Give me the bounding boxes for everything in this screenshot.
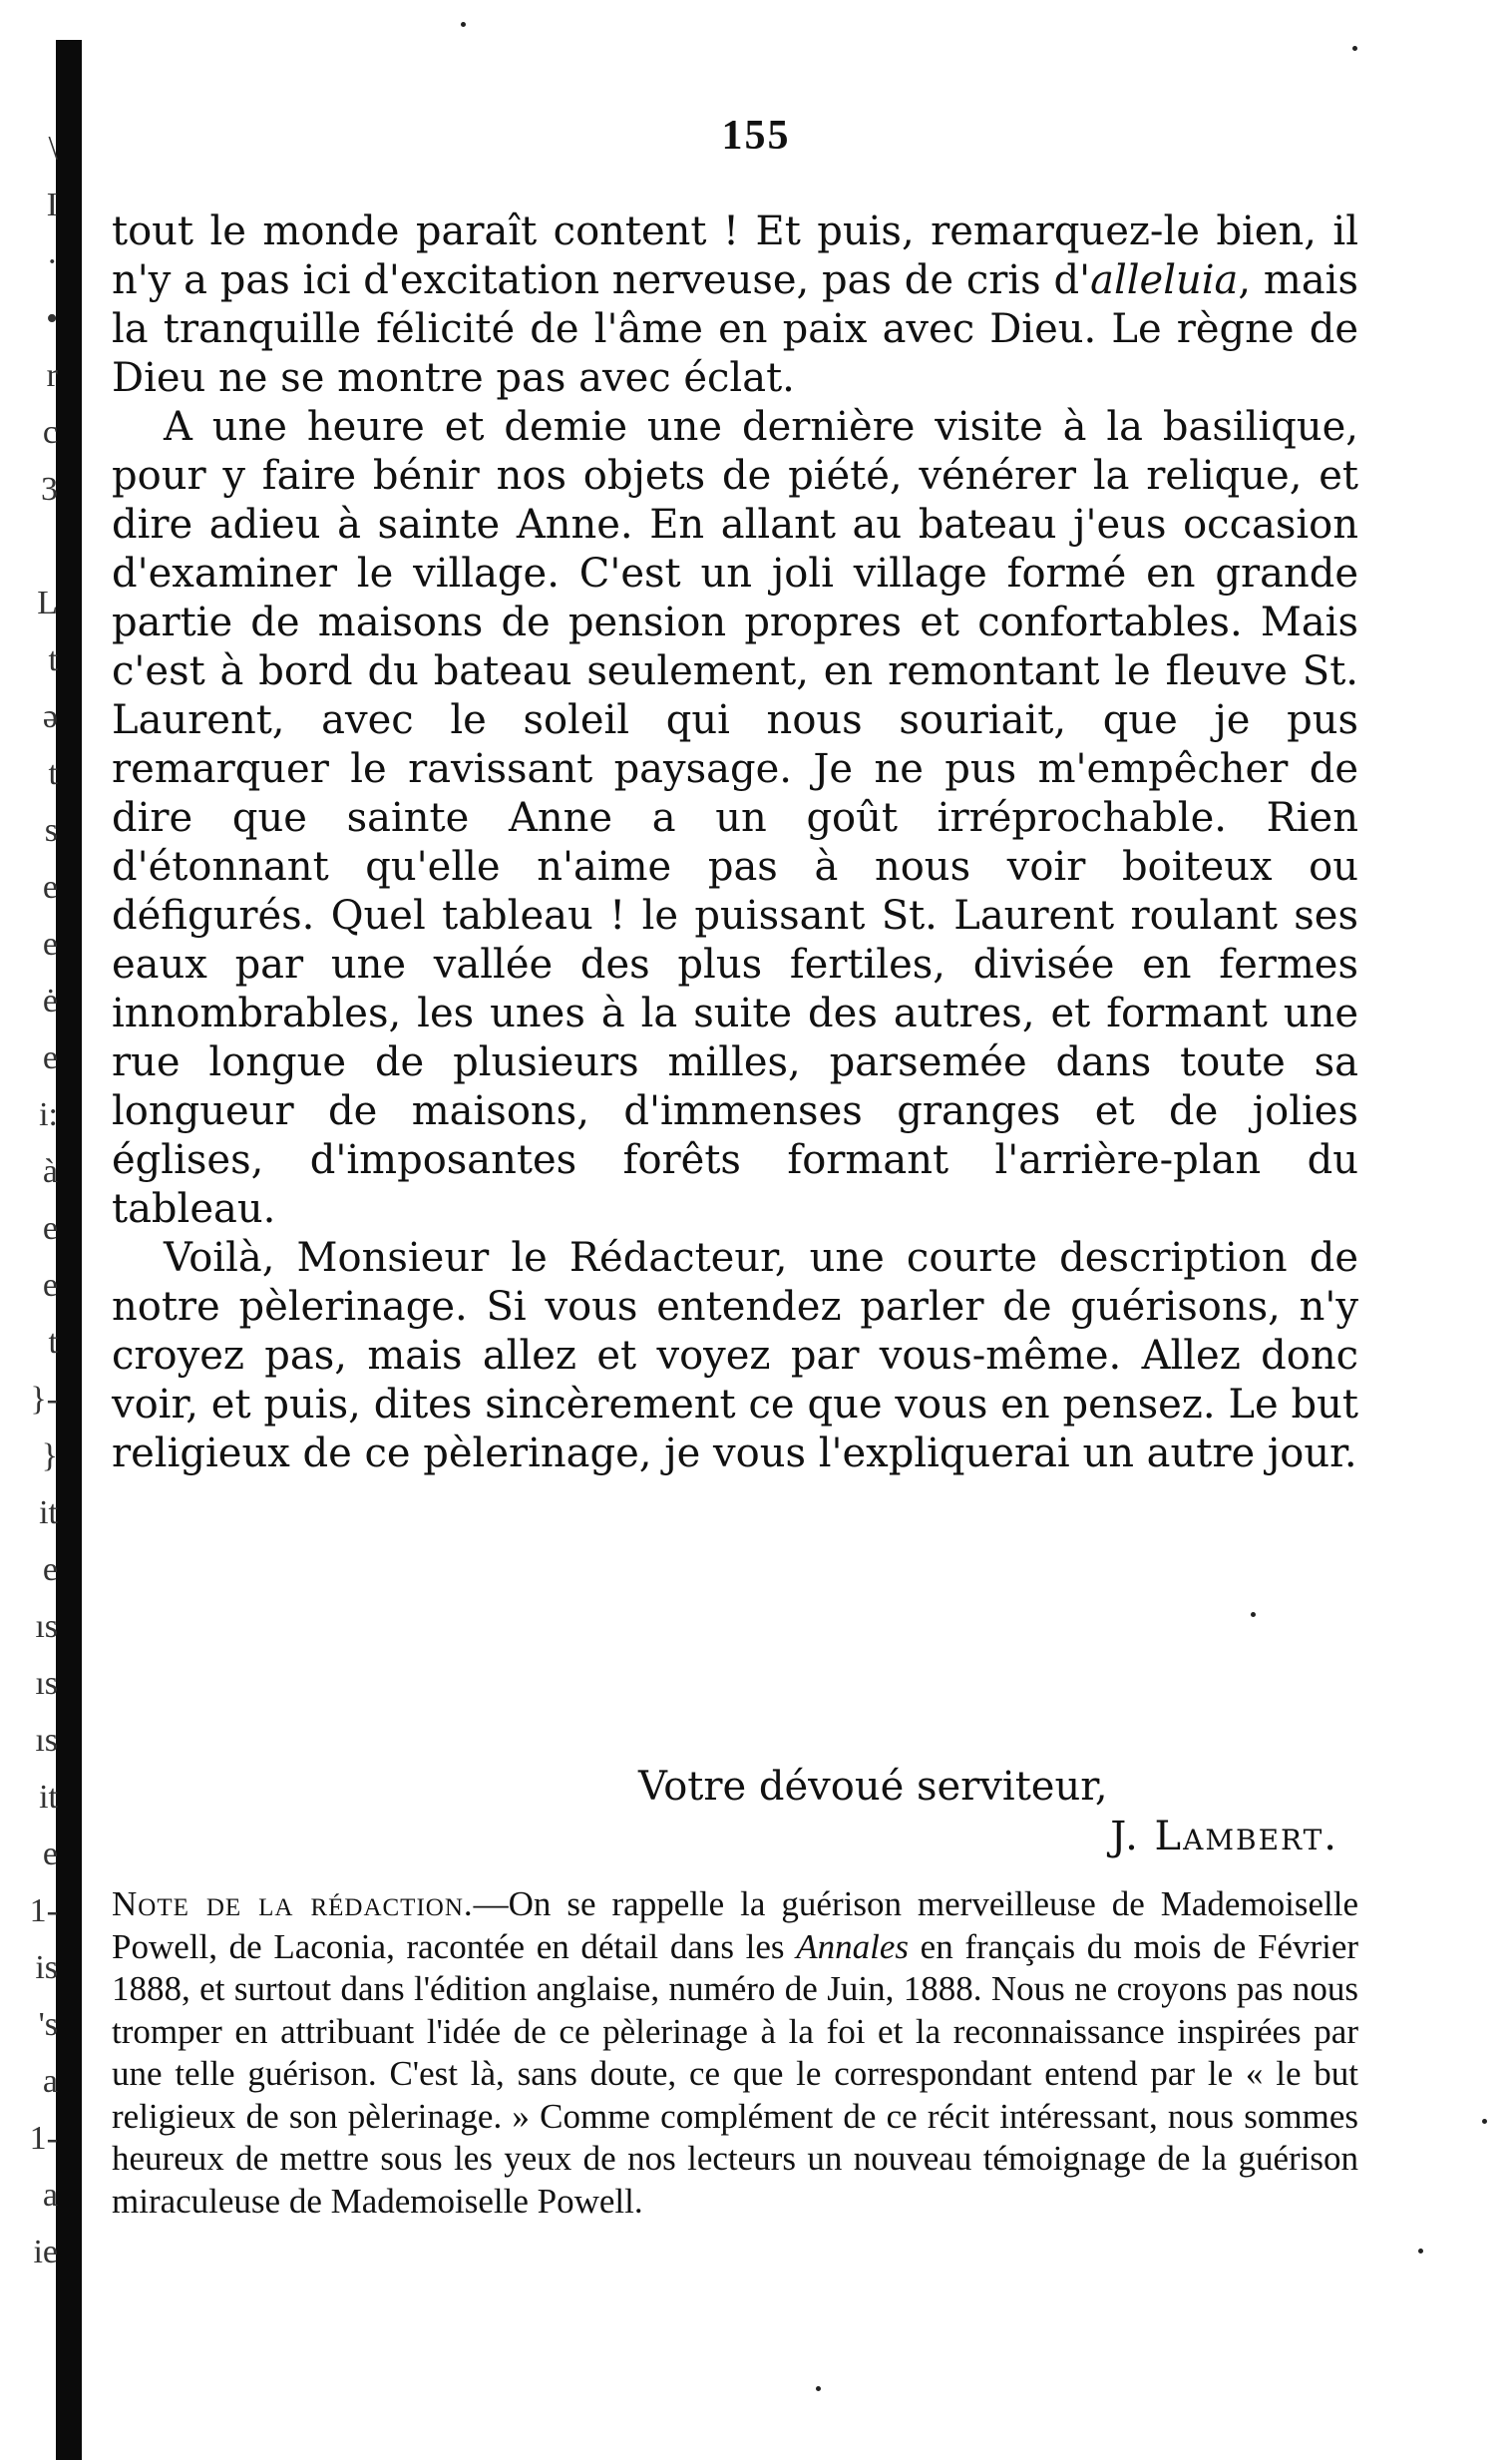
paragraph-3-text: Voilà, Monsieur le Rédacteur, une courte description de notre pèlerinage. Si vous entendez parler de guérisons, n'y croyez pas, mais allez et voyez par vous-même. Allez donc voir, et puis, dites sincèrement ce que vous en pensez. Le but religieux de ce pèlerinage, je vous l'expliquerai un autre jour. [112,1235,1358,1476]
print-speck [461,22,466,27]
editor-note-heading: Note de la rédaction. [112,1884,474,1923]
spine-shadow [56,40,82,2460]
editor-note-italic: Annales [796,1926,909,1966]
gutter-fragment: } [41,1437,58,1474]
gutter-fragment: t [48,641,58,678]
gutter-fragment: it [39,1779,58,1816]
paragraph-1-text-end: , mais la tranquille félicité de l'âme en paix avec Dieu. Le règne de Dieu ne se montre pas avec éclat. [112,257,1359,401]
gutter-fragment: c [42,414,58,451]
gutter-fragment: i: [39,1096,58,1133]
gutter-fragment: · [46,243,58,280]
gutter-fragment: e [42,869,58,906]
gutter-fragment: ie [33,2234,58,2270]
editor-note-text-end: en français du mois de Février 1888, et surtout dans l'édition anglaise, numéro de Juin, 1888. Nous ne croyons pas nous tromper en attribuant l'idée de ce pèlerinage à la foi et la reconnaissance inspirées par une telle guérison. C'est là, sans doute, ce que le correspondant entend par le « le but religieux de son pèlerinage. » Comme complément de ce récit intéressant, nous sommes heureux de mettre sous les yeux de nos lecteurs un nouveau témoignage de la guérison miraculeuse de Mademoiselle Powell. [112,1926,1359,2221]
gutter-fragment: L [37,585,58,621]
gutter-fragment: a [42,2177,58,2214]
gutter-fragment: e [42,1551,58,1588]
binding-gutter [0,0,100,2460]
gutter-fragment: }- [30,1381,58,1418]
paragraph-2 [112,403,1358,1234]
page-number: 155 [721,113,791,159]
gutter-fragment: • [46,300,58,337]
gutter-fragment: t [48,1324,58,1361]
gutter-fragment: t [48,755,58,792]
gutter-fragment: e [42,926,58,963]
gutter-fragment: à [42,1153,58,1190]
letter-body [112,207,1358,1478]
print-speck [816,2386,821,2391]
gutter-fragment: ıs [35,1722,58,1759]
print-speck [1251,1612,1256,1617]
gutter-fragment: e [42,1039,58,1076]
gutter-fragment: \ [48,130,58,167]
gutter-fragment: s [44,812,58,849]
gutter-fragment: ıs [35,1608,58,1645]
paragraph-2-text: A une heure et demie une dernière visite à la basilique, pour y faire bénir nos objets de piété, vénérer la relique, et dire adieu à sainte Anne. En allant au bateau j'eus occasion d'examiner le village. C'est un joli village formé en grande partie de maisons de pension propres et confortables. Mais c'est à bord du bateau seulement, en remontant le fleuve St. Laurent, avec le soleil qui nous souriait, que je pus remarquer le ravissant paysage. Je ne pus m'empêcher de dire que sainte Anne a un goût irréprochable. Rien d'étonnant qu'elle n'aime pas à nous voir boiteux ou défigurés. Quel tableau ! le puissant St. Laurent roulant ses eaux par une vallée des plus fertiles, divisée en fermes innombrables, les unes à la suite des autres, et formant une rue longue de plusieurs milles, parsemée dans toute sa longueur de maisons, d'immenses granges et de jolies églises, d'imposantes forêts formant l'arrière-plan du tableau. [112,404,1358,1232]
print-speck [1418,2249,1423,2254]
gutter-fragment: 1- [29,1892,58,1929]
editor-note-text: On se rappelle la guérison merveilleuse de Mademoiselle Powell, de Laconia, racontée en détail dans les [112,1884,1358,1966]
gutter-fragment: it [39,1494,58,1531]
signature-name: J. Lambert. [1110,1814,1338,1859]
gutter-fragment: a [42,2063,58,2100]
paragraph-1-text: tout le monde paraît content ! Et puis, remarquez-le bien, il n'y a pas ici d'excitation nerveuse, pas de cris d' [112,208,1358,303]
editor-note-dash: — [473,1884,509,1923]
gutter-fragment: is [35,1949,58,1986]
gutter-fragment: I [46,187,58,223]
print-speck [1482,2119,1487,2124]
gutter-fragment: r [46,357,58,394]
paragraph-1-italic: alleluia [1090,257,1239,303]
gutter-fragment: ė [42,983,58,1020]
gutter-fragment: e [42,1836,58,1872]
gutter-fragment: e [42,1210,58,1247]
print-speck [1352,46,1357,51]
paragraph-3 [112,1234,1358,1478]
gutter-fragment: ıs [35,1665,58,1702]
gutter-fragment: 1- [29,2120,58,2157]
signature-closing: Votre dévoué serviteur, [638,1764,1108,1810]
gutter-fragment: e [42,1267,58,1304]
gutter-fragment: ə [42,698,58,735]
editor-note [112,1883,1358,2223]
gutter-fragment: 3 [41,471,58,508]
paragraph-1 [112,207,1358,403]
gutter-fragment: 's [38,2006,58,2043]
